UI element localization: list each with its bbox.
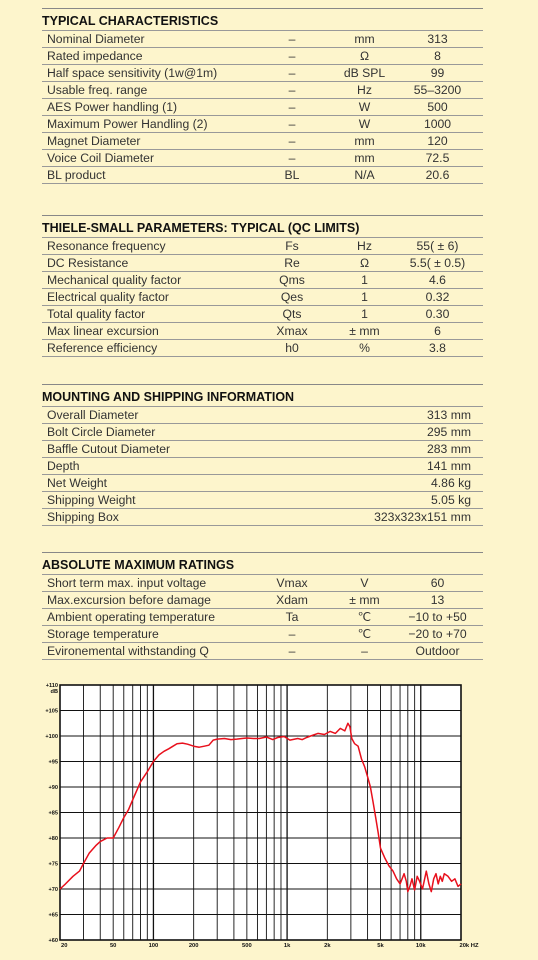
unit-cell: % <box>337 340 392 357</box>
table-row <box>42 31 483 48</box>
symbol-cell: – <box>247 65 337 82</box>
table-row <box>42 626 483 643</box>
symbol-cell: – <box>247 31 337 48</box>
symbol-cell: Qts <box>247 306 337 323</box>
table-row <box>42 255 483 272</box>
param-name-cell: BL product <box>42 167 247 184</box>
param-name-cell: Baffle Cutout Diameter <box>42 441 275 458</box>
table-row <box>42 99 483 116</box>
x-tick-label: 50 <box>109 943 117 949</box>
table-row <box>42 48 483 65</box>
unit-cell: ℃ <box>337 626 392 643</box>
table-row <box>42 509 483 526</box>
param-name-cell: Total quality factor <box>42 306 247 323</box>
symbol-cell: h0 <box>247 340 337 357</box>
x-tick-label: 1k <box>283 943 291 949</box>
param-name-cell: Shipping Weight <box>42 492 275 509</box>
param-name-cell: Storage temperature <box>42 626 247 643</box>
value-cell: 99 <box>392 65 483 82</box>
typical-characteristics-title: TYPICAL CHARACTERISTICS <box>42 8 483 30</box>
param-name-cell: Max linear excursion <box>42 323 247 340</box>
value-cell: 5.5( ± 0.5) <box>392 255 483 272</box>
value-cell: 4.86 kg <box>275 475 483 492</box>
param-name-cell: Mechanical quality factor <box>42 272 247 289</box>
table-row <box>42 167 483 184</box>
y-tick-label: +65 <box>48 912 58 919</box>
unit-cell: – <box>337 643 392 660</box>
table-row <box>42 575 483 592</box>
x-tick-label: 500 <box>242 943 252 949</box>
symbol-cell: Ta <box>247 609 337 626</box>
value-cell: 0.32 <box>392 289 483 306</box>
param-name-cell: Max.excursion before damage <box>42 592 247 609</box>
unit-cell: mm <box>337 133 392 150</box>
param-name-cell: DC Resistance <box>42 255 247 272</box>
param-name-cell: Overall Diameter <box>42 407 275 424</box>
symbol-cell: Vmax <box>247 575 337 592</box>
value-cell: 1000 <box>392 116 483 133</box>
param-name-cell: Evironemental withstanding Q <box>42 643 247 660</box>
param-name-cell: Usable freq. range <box>42 82 247 99</box>
y-tick-label: +60 <box>48 938 58 944</box>
table-row <box>42 441 483 458</box>
value-cell: 4.6 <box>392 272 483 289</box>
mounting-shipping-table <box>42 406 483 526</box>
table-row <box>42 82 483 99</box>
y-tick-label: +105 <box>45 708 58 715</box>
table-row <box>42 458 483 475</box>
value-cell: 295 mm <box>275 424 483 441</box>
table-row <box>42 289 483 306</box>
value-cell: −20 to +70 <box>392 626 483 643</box>
mounting-shipping-title: MOUNTING AND SHIPPING INFORMATION <box>42 384 483 406</box>
absolute-max-section <box>42 552 483 660</box>
y-tick-label: +70 <box>48 887 58 893</box>
value-cell: 141 mm <box>275 458 483 475</box>
param-name-cell: Bolt Circle Diameter <box>42 424 275 441</box>
param-name-cell: Short term max. input voltage <box>42 575 247 592</box>
param-name-cell: AES Power handling (1) <box>42 99 247 116</box>
value-cell: 8 <box>392 48 483 65</box>
symbol-cell: Qms <box>247 272 337 289</box>
param-name-cell: Half space sensitivity (1w@1m) <box>42 65 247 82</box>
table-row <box>42 116 483 133</box>
param-name-cell: Resonance frequency <box>42 238 247 255</box>
param-name-cell: Depth <box>42 458 275 475</box>
unit-cell: Ω <box>337 48 392 65</box>
frequency-response-svg <box>42 678 483 950</box>
value-cell: 13 <box>392 592 483 609</box>
unit-cell: ℃ <box>337 609 392 626</box>
thiele-small-title: THIELE-SMALL PARAMETERS: TYPICAL (QC LIMITS) <box>42 215 483 237</box>
table-row <box>42 407 483 424</box>
value-cell: 6 <box>392 323 483 340</box>
symbol-cell: – <box>247 116 337 133</box>
x-tick-label: 100 <box>148 943 159 949</box>
param-name-cell: Ambient operating temperature <box>42 609 247 626</box>
value-cell: 55–3200 <box>392 82 483 99</box>
table-row <box>42 424 483 441</box>
unit-cell: Hz <box>337 82 392 99</box>
x-tick-label: 20k HZ <box>459 943 479 949</box>
mounting-shipping-section <box>42 384 483 526</box>
param-name-cell: Maximum Power Handling (2) <box>42 116 247 133</box>
unit-cell: mm <box>337 150 392 167</box>
x-tick-label: 20 <box>61 943 68 949</box>
symbol-cell: – <box>247 626 337 643</box>
param-name-cell: Rated impedance <box>42 48 247 65</box>
param-name-cell: Net Weight <box>42 475 275 492</box>
param-name-cell: Nominal Diameter <box>42 31 247 48</box>
value-cell: 313 mm <box>275 407 483 424</box>
value-cell: 72.5 <box>392 150 483 167</box>
symbol-cell: – <box>247 133 337 150</box>
x-tick-label: 10k <box>415 943 426 949</box>
param-name-cell: Reference efficiency <box>42 340 247 357</box>
thiele-small-section <box>42 215 483 357</box>
symbol-cell: Xmax <box>247 323 337 340</box>
symbol-cell: – <box>247 150 337 167</box>
y-tick-label: +100 <box>45 734 58 740</box>
unit-cell: mm <box>337 31 392 48</box>
value-cell: 60 <box>392 575 483 592</box>
unit-cell: W <box>337 99 392 116</box>
symbol-cell: Re <box>247 255 337 272</box>
symbol-cell: Qes <box>247 289 337 306</box>
table-row <box>42 475 483 492</box>
value-cell: 323x323x151 mm <box>275 509 483 526</box>
y-tick-label: +110 <box>45 683 58 689</box>
value-cell: −10 to +50 <box>392 609 483 626</box>
x-tick-label: 5k <box>377 943 384 949</box>
absolute-max-table <box>42 574 483 660</box>
value-cell: 3.8 <box>392 340 483 357</box>
symbol-cell: – <box>247 99 337 116</box>
thiele-small-table <box>42 237 483 357</box>
table-row <box>42 340 483 357</box>
y-tick-label: +90 <box>48 785 58 791</box>
unit-cell: W <box>337 116 392 133</box>
table-row <box>42 306 483 323</box>
y-tick-label: +85 <box>48 810 58 817</box>
frequency-response-chart <box>42 678 483 950</box>
x-tick-label: 200 <box>188 943 199 949</box>
typical-characteristics-section <box>42 8 483 184</box>
symbol-cell: Fs <box>247 238 337 255</box>
unit-cell: V <box>337 575 392 592</box>
table-row <box>42 592 483 609</box>
unit-cell: N/A <box>337 167 392 184</box>
symbol-cell: Xdam <box>247 592 337 609</box>
unit-cell: 1 <box>337 289 392 306</box>
absolute-max-title: ABSOLUTE MAXIMUM RATINGS <box>42 552 483 574</box>
symbol-cell: – <box>247 643 337 660</box>
unit-cell: Ω <box>337 255 392 272</box>
value-cell: 55( ± 6) <box>392 238 483 255</box>
unit-cell: 1 <box>337 272 392 289</box>
y-tick-label: +75 <box>48 861 58 868</box>
table-row <box>42 609 483 626</box>
param-name-cell: Electrical quality factor <box>42 289 247 306</box>
table-row <box>42 323 483 340</box>
table-row <box>42 643 483 660</box>
unit-cell: ± mm <box>337 592 392 609</box>
symbol-cell: – <box>247 48 337 65</box>
unit-cell: dB SPL <box>337 65 392 82</box>
value-cell: 500 <box>392 99 483 116</box>
symbol-cell: BL <box>247 167 337 184</box>
value-cell: Outdoor <box>392 643 483 660</box>
table-row <box>42 133 483 150</box>
param-name-cell: Magnet Diameter <box>42 133 247 150</box>
table-row <box>42 65 483 82</box>
y-tick-label: dB <box>50 689 58 695</box>
param-name-cell: Shipping Box <box>42 509 275 526</box>
unit-cell: Hz <box>337 238 392 255</box>
value-cell: 283 mm <box>275 441 483 458</box>
table-row <box>42 150 483 167</box>
y-tick-label: +95 <box>48 759 58 766</box>
symbol-cell: – <box>247 82 337 99</box>
value-cell: 0.30 <box>392 306 483 323</box>
y-tick-label: +80 <box>48 836 58 842</box>
unit-cell: 1 <box>337 306 392 323</box>
value-cell: 313 <box>392 31 483 48</box>
typical-characteristics-table <box>42 30 483 184</box>
param-name-cell: Voice Coil Diameter <box>42 150 247 167</box>
table-row <box>42 492 483 509</box>
x-tick-label: 2k <box>324 943 331 949</box>
unit-cell: ± mm <box>337 323 392 340</box>
table-row <box>42 272 483 289</box>
value-cell: 5.05 kg <box>275 492 483 509</box>
value-cell: 20.6 <box>392 167 483 184</box>
value-cell: 120 <box>392 133 483 150</box>
table-row <box>42 238 483 255</box>
